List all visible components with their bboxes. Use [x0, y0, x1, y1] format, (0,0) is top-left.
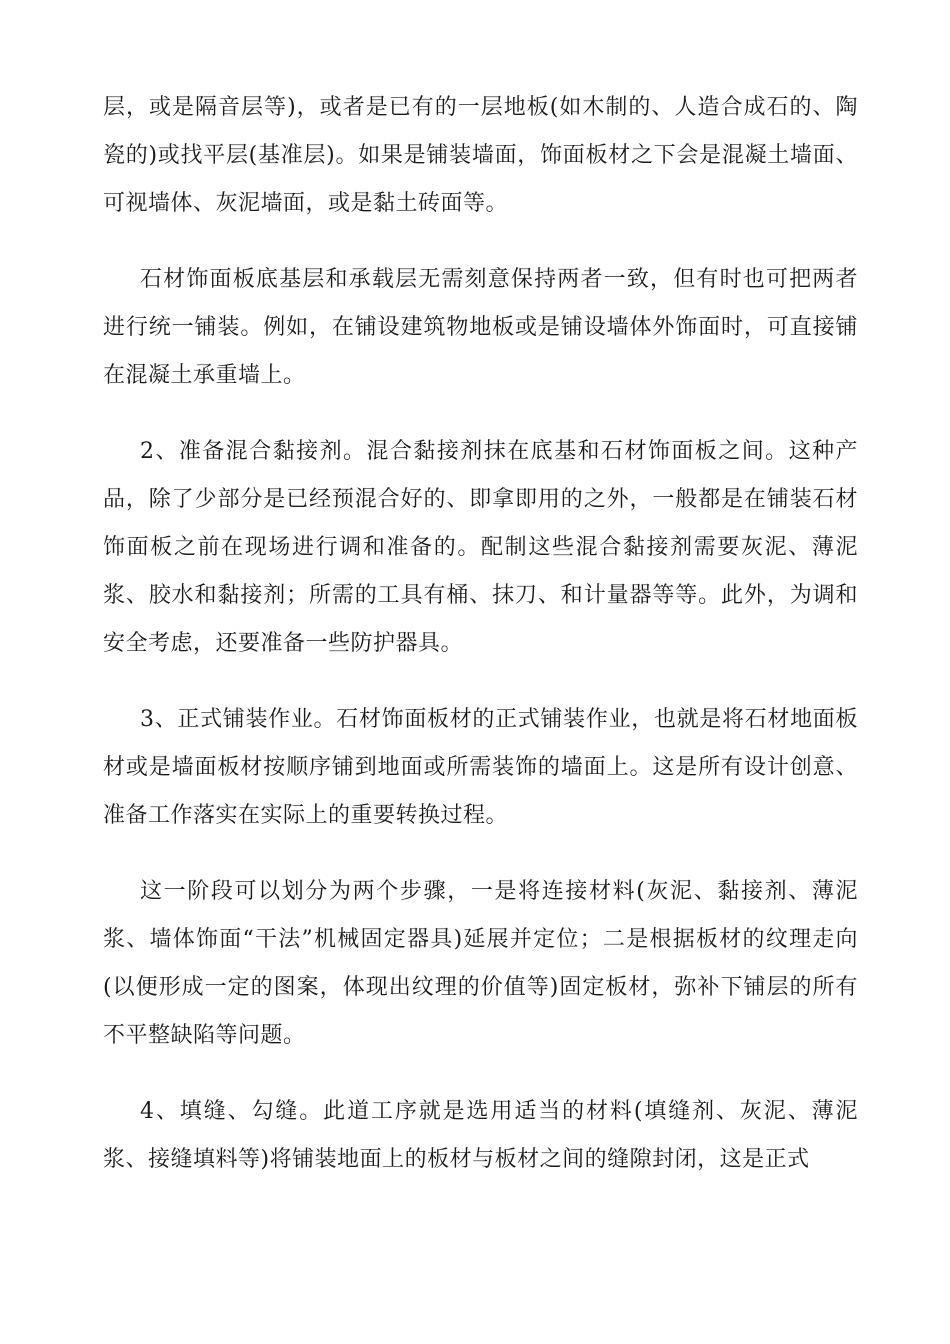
document-body	[103, 84, 858, 1212]
paragraph-continuation: 层，或是隔音层等)，或者是已有的一层地板(如木制的、人造合成石的、陶瓷的)或找平层(基准层)。如果是铺装墙面，饰面板材之下会是混凝土墙面、可视墙体、灰泥墙面，或是黏土砖面等。	[103, 95, 858, 216]
paragraph-step-4-grouting: 4、填缝、勾缝。此道工序就是选用适当的材料(填缝剂、灰泥、薄泥浆、接缝填料等)将铺装地面上的板材与板材之间的缝隙封闭，这是正式	[103, 1099, 858, 1172]
paragraph-stage-steps: 这一阶段可以划分为两个步骤，一是将连接材料(灰泥、黏接剂、薄泥浆、墙体饰面“干法”机械固定器具)延展并定位；二是根据板材的纹理走向(以便形成一定的图案，体现出纹理的价值等)固定板材，弥补下铺层的所有不平整缺陷等问题。	[103, 879, 858, 1048]
paragraph-step-2-adhesive: 2、准备混合黏接剂。混合黏接剂抹在底基和石材饰面板之间。这种产品，除了少部分是已经预混合好的、即拿即用的之外，一般都是在铺装石材饰面板之前在现场进行调和准备的。配制这些混合黏接剂需要灰泥、薄泥浆、胶水和黏接剂；所需的工具有桶、抹刀、和计量器等等。此外，为调和安全考虑，还要准备一些防护器具。	[103, 439, 858, 656]
paragraph-base-layer: 石材饰面板底基层和承载层无需刻意保持两者一致，但有时也可把两者进行统一铺装。例如，在铺设建筑物地板或是铺设墙体外饰面时，可直接铺在混凝土承重墙上。	[103, 267, 858, 388]
paragraph-step-3-installation: 3、正式铺装作业。石材饰面板材的正式铺装作业，也就是将石材地面板材或是墙面板材按顺序铺到地面或所需装饰的墙面上。这是所有设计创意、准备工作落实在实际上的重要转换过程。	[103, 707, 858, 828]
